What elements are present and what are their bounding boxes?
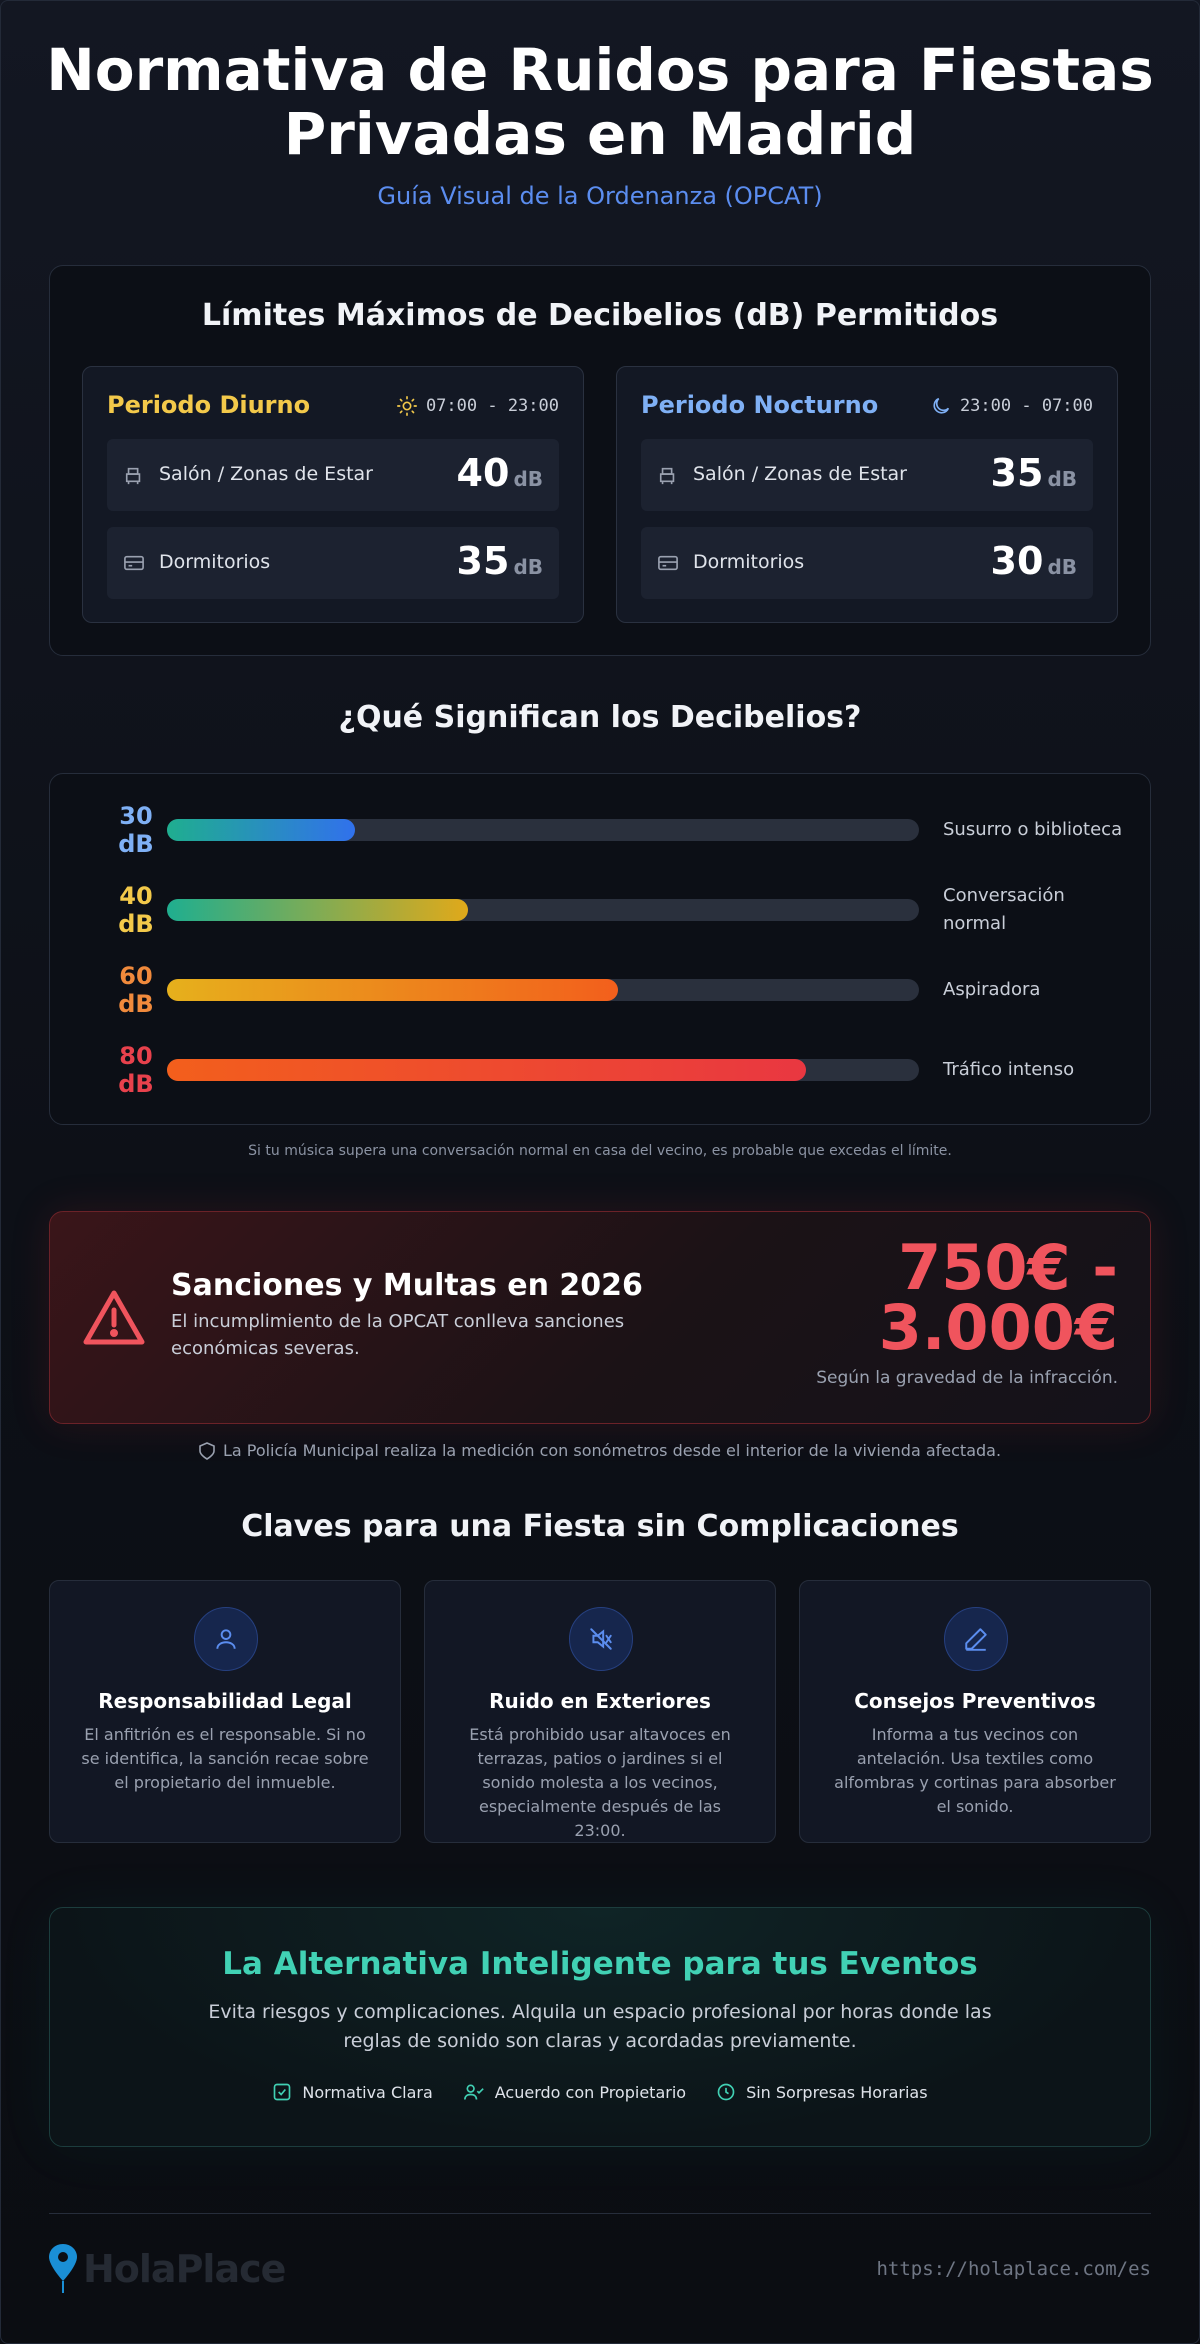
db-unit: dB bbox=[1047, 555, 1077, 579]
footer-divider bbox=[49, 2213, 1151, 2214]
speaker-off-icon bbox=[588, 1626, 614, 1652]
warning-icon bbox=[82, 1288, 146, 1348]
key-card-legal bbox=[49, 1580, 401, 1843]
night-time-text: 23:00 - 07:00 bbox=[959, 396, 1093, 416]
scale-note: Si tu música supera una conversación normal en casa del vecino, es probable que excedas el límite. bbox=[248, 1143, 952, 1159]
footer-url[interactable]: https://holaplace.com/es bbox=[876, 2258, 1151, 2280]
night-period-time bbox=[930, 395, 1093, 417]
row-label: Dormitorios bbox=[693, 551, 805, 573]
day-period-name: Periodo Diurno bbox=[107, 391, 311, 419]
page-subtitle: Guía Visual de la Ordenanza (OPCAT) bbox=[377, 182, 823, 210]
limits-card bbox=[49, 265, 1151, 656]
scale-row-30 bbox=[50, 800, 1150, 860]
sofa-icon bbox=[123, 465, 145, 485]
db-unit: dB bbox=[1047, 467, 1077, 491]
header bbox=[0, 38, 1200, 210]
key-icon-wrap bbox=[194, 1607, 258, 1671]
day-time-text: 07:00 - 23:00 bbox=[425, 396, 559, 416]
fine-note: Según la gravedad de la infracción. bbox=[816, 1368, 1118, 1388]
feature-label: Normativa Clara bbox=[302, 2082, 433, 2102]
sofa-icon bbox=[657, 465, 679, 485]
sanctions-desc: El incumplimiento de la OPCAT conlleva sanciones económicas severas. bbox=[171, 1311, 625, 1359]
scale-desc: Susurro o biblioteca bbox=[943, 819, 1123, 840]
night-period-name: Periodo Nocturno bbox=[641, 391, 879, 419]
row-label: Salón / Zonas de Estar bbox=[159, 463, 373, 485]
key-title: Ruido en Exteriores bbox=[489, 1689, 711, 1713]
night-row-living bbox=[641, 439, 1093, 511]
scale-track bbox=[167, 819, 919, 841]
feature-item bbox=[463, 2082, 686, 2102]
limits-title: Límites Máximos de Decibelios (dB) Permitidos bbox=[201, 298, 999, 333]
db-value: 30 bbox=[990, 539, 1044, 583]
scale-level: 40 dB bbox=[118, 882, 154, 938]
key-desc: Informa a tus vecinos con antelación. Usa textiles como alfombras y cortinas para absorber el sonido. bbox=[834, 1725, 1116, 1816]
key-card-outdoor bbox=[424, 1580, 776, 1843]
row-label: Salón / Zonas de Estar bbox=[693, 463, 907, 485]
fine-amount: 750€ - 3.000€ bbox=[878, 1231, 1118, 1364]
db-unit: dB bbox=[513, 467, 543, 491]
db-value: 40 bbox=[456, 451, 510, 495]
day-row-living bbox=[107, 439, 559, 511]
scale-track bbox=[167, 979, 919, 1001]
scale-fill bbox=[167, 819, 355, 841]
scale-fill bbox=[167, 899, 468, 921]
keys-title: Claves para una Fiesta sin Complicaciones bbox=[241, 1509, 959, 1544]
holaplace-logo[interactable] bbox=[49, 2244, 285, 2294]
scale-track bbox=[167, 899, 919, 921]
logo-text: HolaPlace bbox=[83, 2247, 286, 2291]
bed-icon bbox=[657, 553, 679, 573]
day-row-bedrooms bbox=[107, 527, 559, 599]
scale-desc: Tráfico intenso bbox=[943, 1059, 1075, 1080]
key-icon-wrap bbox=[944, 1607, 1008, 1671]
day-period-panel bbox=[82, 366, 584, 623]
moon-icon bbox=[930, 395, 952, 417]
row-label: Dormitorios bbox=[159, 551, 271, 573]
bed-icon bbox=[123, 553, 145, 573]
decibel-scale-card bbox=[49, 773, 1151, 1125]
shield-icon bbox=[199, 1442, 215, 1460]
feature-item bbox=[716, 2082, 928, 2102]
scale-row-40 bbox=[50, 880, 1150, 940]
scale-level: 80 dB bbox=[118, 1042, 154, 1098]
page-title: Normativa de Ruidos para Fiestas Privadas en Madrid bbox=[46, 36, 1154, 168]
scale-level: 60 dB bbox=[118, 962, 154, 1018]
key-desc: El anfitrión es el responsable. Si no se identifica, la sanción recae sobre el propietario del inmueble. bbox=[81, 1725, 369, 1792]
feature-label: Acuerdo con Propietario bbox=[494, 2082, 687, 2102]
scale-row-60 bbox=[50, 960, 1150, 1020]
sun-icon bbox=[396, 395, 418, 417]
key-desc: Está prohibido usar altavoces en terrazas, patios o jardines si el sonido molesta a los vecinos, especialmente después de las 23:00. bbox=[469, 1725, 731, 1840]
scale-track bbox=[167, 1059, 919, 1081]
alternative-card bbox=[49, 1907, 1151, 2147]
police-note bbox=[0, 1441, 1200, 1460]
feature-item bbox=[272, 2082, 432, 2102]
key-title: Responsabilidad Legal bbox=[98, 1689, 352, 1713]
clock-icon bbox=[716, 2082, 736, 2102]
alternative-title: La Alternativa Inteligente para tus Eventos bbox=[222, 1946, 978, 1982]
sanctions-title: Sanciones y Multas en 2026 bbox=[171, 1268, 643, 1303]
feature-label: Sin Sorpresas Horarias bbox=[746, 2082, 928, 2102]
key-title: Consejos Preventivos bbox=[854, 1689, 1096, 1713]
db-unit: dB bbox=[513, 555, 543, 579]
pen-icon bbox=[963, 1626, 989, 1652]
scale-row-80 bbox=[50, 1040, 1150, 1100]
db-value: 35 bbox=[456, 539, 510, 583]
night-period-panel bbox=[616, 366, 1118, 623]
scale-desc: Aspiradora bbox=[943, 979, 1041, 1000]
alternative-features bbox=[50, 2082, 1150, 2102]
key-icon-wrap bbox=[569, 1607, 633, 1671]
day-period-time bbox=[396, 395, 559, 417]
scale-desc: Conversación normal bbox=[943, 885, 1065, 934]
db-value: 35 bbox=[990, 451, 1044, 495]
alternative-desc: Evita riesgos y complicaciones. Alquila un espacio profesional por horas donde las reglas de sonido son claras y acordadas previamente. bbox=[208, 2001, 992, 2052]
user-icon bbox=[213, 1626, 239, 1652]
checkbox-icon bbox=[272, 2082, 292, 2102]
sanctions-card bbox=[49, 1211, 1151, 1424]
scale-fill bbox=[167, 1059, 806, 1081]
scale-fill bbox=[167, 979, 618, 1001]
user-check-icon bbox=[463, 2082, 485, 2102]
police-note-text: La Policía Municipal realiza la medición con sonómetros desde el interior de la vivienda afectada. bbox=[222, 1441, 1002, 1460]
night-row-bedrooms bbox=[641, 527, 1093, 599]
scale-level: 30 dB bbox=[118, 802, 154, 858]
map-pin-icon bbox=[49, 2244, 77, 2294]
meaning-title: ¿Qué Significan los Decibelios? bbox=[338, 700, 862, 735]
key-card-tips bbox=[799, 1580, 1151, 1843]
